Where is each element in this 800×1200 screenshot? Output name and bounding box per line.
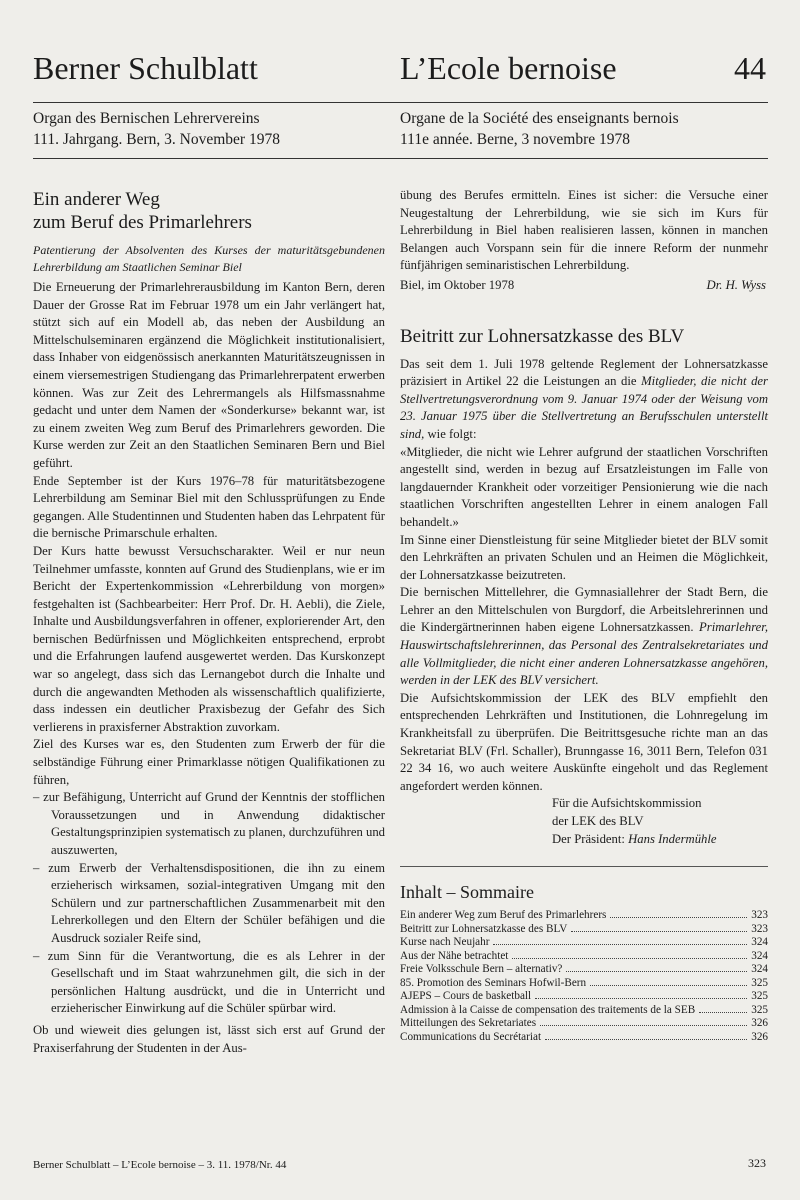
issue-number: 44 (734, 50, 766, 86)
volume-date-de: 111. Jahrgang. Bern, 3. November 1978 (33, 131, 280, 148)
org-name-de: Organ des Bernischen Lehrervereins (33, 110, 260, 127)
article1-paragraph-2: Ende September ist der Kurs 1976–78 für maturitätsbezogene Lehrerbildung am Seminar Biel mit den Schlussprüfungen zu Ende gegangen. Alle Studentinnen und Studenten haben das Lehrpatent für die bernische Primarschule erhalten. (33, 473, 385, 541)
toc-item[interactable] (400, 936, 768, 950)
article1-bullet-3: – zum Sinn für die Verantwortung, die es als Lehrer in der Gesellschaft und im Staat wahrzunehmen gilt, die sich in der persönlichen Haltung ausdrückt, und die in Unterricht und erzieherischer Einwirkung auf die Schüler spürbar wird. (33, 948, 385, 1016)
toc-leader (610, 917, 747, 918)
toc-item-page: 323 (751, 909, 768, 922)
article1-paragraph-6: übung des Berufes ermitteln. Eines ist sicher: die Versuche einer Neugestaltung der Lehrerbildung, wie sie sich im Kurs für Lehrerbildung in Biel haben realisieren lassen, können in manchen Belangen auch Vorspann sein für die innere Reform der nunmehr fünfjährigen seminaristischen Lehrerbildung. (400, 188, 768, 273)
article2-p1-text-a: Das seit dem 1. Juli 1978 geltende Reglement der Lohnersatzkasse präzisiert in Artikel 22 die Leistungen an die (400, 356, 768, 389)
article2-p4-italic: Primarlehrer, Hauswirtschaftslehrerinnen, das Personal des Zentralsekretariates und alle Vollmitglieder, die nicht einer anderen Lohnersatzkasse angehören, werden in der LEK des BLV versichert. (400, 620, 768, 688)
column-right (400, 187, 768, 1044)
toc-item[interactable] (400, 923, 768, 937)
closing-line-2: der LEK des BLV (552, 814, 644, 828)
article1-paragraph-3: Der Kurs hatte bewusst Versuchscharakter. Weil er nur neun Teilnehmer umfasste, konnten auf Grund des Studienplans, wie er im Bericht der Expertenkommission «Lehrerbildung von morgen» festgehalten ist (Sachbearbeiter: Herr Prof. Dr. H. Aebli), die Ziele, Inhalte und Ausbildungsverfahren in offener, explorierender Art, den bernischen Bedürfnissen und Möglichkeiten entsprechend, erprobt und die Erfahrungen laufend ausgewertet werden. Das Kurskonzept war so angelegt, dass sich das Lernangebot durch die Inhalte und durch die angewandten Methoden als wissenschaftlich qualifizierte, dass indessen ein deutlicher Praxisbezug der Gefahr des Sich verlierens in praxisferner Abstraktion zuvorkam. (33, 543, 385, 734)
article1-paragraph-4: Ziel des Kurses war es, den Studenten zum Erwerb der für die selbständige Führung einer Primarklasse nötigen Qualifikationen zu führen, (33, 737, 385, 787)
masthead-rule-top (33, 102, 768, 103)
masthead-org-de (33, 108, 280, 150)
toc-item[interactable] (400, 963, 768, 977)
article2-p1-text-b: wie folgt: (424, 426, 477, 441)
toc-item-page: 325 (751, 990, 768, 1003)
article2-p4-text: Die bernischen Mittellehrer, die Gymnasiallehrer der Stadt Bern, die Lehrer an den Mittelschulen von Burgdorf, die Arbeitslehrerinnen und die Kindergärtnerinnen haben eigene Lohnersatzkassen. (400, 585, 768, 635)
toc-item-page: 324 (751, 936, 768, 949)
toc-item-page: 326 (751, 1017, 768, 1030)
toc-leader (493, 944, 747, 945)
toc-item[interactable] (400, 990, 768, 1004)
masthead-rule-bottom (33, 158, 768, 159)
toc-item-title: Admission à la Caisse de compensation des traitements de la SEB (400, 1003, 696, 1016)
volume-date-fr: 111e année. Berne, 3 novembre 1978 (400, 131, 630, 148)
closing-line-1: Für die Aufsichtskommission (552, 796, 702, 811)
article2-paragraph-5: Die Aufsichtskommission der LEK des BLV empfiehlt den entsprechenden Lehrkräften und Institutionen, die Lohnregelung im Krankheitsfall zu überprüfen. Die Beitrittsgesuche richte man an das Sekretariat BLV (Frl. Schaller), Brunngasse 16, 3011 Bern, Telefon 031 22 34 16, wo auch weitere Auskünfte eingeholt und das Reglement angefordert werden können. (400, 690, 768, 793)
toc-item-page: 324 (751, 949, 768, 962)
toc-item[interactable] (400, 1017, 768, 1031)
column-left (33, 188, 385, 1057)
toc-item[interactable] (400, 1031, 768, 1045)
article2-p1-italic: Mitglieder, die nicht der Stellvertretungsverordnung vom 9. Januar 1974 oder der Weisung vom 23. Januar 1975 über die Stellvertretung an Berufsschulen unterstellt sind, (400, 374, 768, 441)
toc-item-title: 85. Promotion des Seminars Hofwil-Bern (400, 976, 587, 989)
masthead-org-fr (400, 108, 679, 150)
toc-item-title: Kurse nach Neujahr (400, 936, 490, 949)
toc-item[interactable] (400, 1004, 768, 1018)
org-name-fr: Organe de la Société des enseignants bernois (400, 110, 679, 127)
closing-line-3 (552, 831, 768, 849)
toc-item-title: Ein anderer Weg zum Beruf des Primarlehrers (400, 909, 607, 922)
toc-item-title: Mitteilungen des Sekretariates (400, 1017, 537, 1030)
article2-paragraph-2: «Mitglieder, die nicht wie Lehrer aufgrund der staatlichen Vorschriften angestellt sind, werden in bezug auf Ersatzleistungen im Falle von langdauernder Krankheit oder vorzeitiger Pensionierung wie die nach staatlichen Vorschriften angestellten Lehrer in einem analogen Fall behandelt.» (400, 444, 768, 529)
toc-item-title: Freie Volksschule Bern – alternativ? (400, 963, 563, 976)
article1-bullet-1: – zur Befähigung, Unterricht auf Grund der Kenntnis der stofflichen Voraussetzungen und in Anwendung didaktischer Gestaltungsprinzipien systematisch zu planen, durchzuführen und auszuwerten, (33, 790, 386, 857)
article2-paragraph-4 (400, 584, 768, 690)
toc-item-page: 325 (751, 1003, 768, 1016)
table-of-contents (400, 909, 768, 1044)
toc-leader (566, 971, 747, 972)
toc-item-title: AJEPS – Cours de basketball (400, 990, 532, 1003)
toc-item-title: Aus der Nähe betrachtet (400, 949, 509, 962)
toc-leader (512, 958, 747, 959)
article1-paragraph-5: Ob und wieweit dies gelungen ist, lässt sich erst auf Grund der Praxiserfahrung der Studenten in der Aus- (33, 1022, 385, 1055)
toc-leader (571, 931, 747, 932)
article2-closing (552, 795, 768, 848)
article1-paragraph-1: Die Erneuerung der Primarlehrerausbildung im Kanton Bern, deren Dauer der Grosse Rat im Februar 1978 um ein Jahr verlängert hat, stützt sich auf ein Modell ab, das neben der Ausbildung an Mittelschulseminaren ergänzend die Möglichkeit institutionalisiert, dass Inhaber von eidgenössisch anerkannten Maturitätszeugnissen in einem viersemestrigen Studiengang das Primarlehrerpatent erwerben können. Was zur Zeit des Lehrermangels als Hilfsmassnahme gedacht und unter dem Namen der «Sonderkurse» bekannt war, ist zu einem zweiten Weg zum Beruf des Primarlehrers geworden. Die Kurse werden zur Zeit an den Staatlichen Seminaren Bern und Biel geführt. (33, 280, 385, 470)
article1-place-date: Biel, im Oktober 1978 (400, 277, 515, 292)
toc-item-page: 325 (751, 976, 768, 989)
toc-leader (540, 1025, 747, 1026)
article1-title (33, 188, 385, 234)
article1-author: Dr. H. Wyss (706, 277, 766, 292)
article1-title-line1: Ein anderer Weg (33, 189, 160, 210)
page-number: 323 (748, 1156, 766, 1170)
toc-leader (699, 1012, 747, 1013)
toc-leader (545, 1039, 747, 1040)
article1-title-line2: zum Beruf des Primarlehrers (33, 212, 252, 233)
footer-citation: Berner Schulblatt – L’Ecole bernoise – 3. 11. 1978/Nr. 44 (33, 1159, 287, 1171)
toc-item-title: Beitritt zur Lohnersatzkasse des BLV (400, 922, 568, 935)
closing-signatory: Hans Indermühle (628, 831, 717, 846)
toc-item[interactable] (400, 977, 768, 991)
toc-leader (590, 985, 747, 986)
article1-signature (400, 277, 768, 295)
toc-rule (400, 866, 768, 867)
masthead-title-de: Berner Schulblatt (33, 50, 258, 86)
article1-bullet-2: – zum Erwerb der Verhaltensdispositionen, die ihn zu einem erzieherisch wirksamen, sozial-integrativen Umgang mit den Schülern und zur partnerschaftlichen Zusammenarbeit mit den Lehrerkollegen und den Eltern der Schüler befähigen und die Ausdruck sozialer Reife sind, (33, 860, 385, 945)
masthead-title-fr: L’Ecole bernoise (400, 50, 617, 86)
toc-item-page: 326 (751, 1030, 768, 1043)
toc-item[interactable] (400, 950, 768, 964)
toc-item-page: 324 (751, 963, 768, 976)
article1-subtitle: Patentierung der Absolventen des Kurses der maturitätsgebundenen Lehrerbildung am Staatlichen Seminar Biel (33, 243, 385, 274)
toc-item-page: 323 (751, 922, 768, 935)
article2-paragraph-3: Im Sinne einer Dienstleistung für seine Mitglieder bietet der BLV somit den Lehrkräften an privaten Schulen und an Heimen die Möglichkeit, der Lohnersatzkasse beizutreten. (400, 532, 768, 582)
toc-title: Inhalt – Sommaire (400, 882, 534, 903)
toc-leader (535, 998, 747, 999)
toc-item-title: Communications du Secrétariat (400, 1030, 542, 1043)
closing-role: Der Präsident: (552, 831, 629, 846)
article2-title: Beitritt zur Lohnersatzkasse des BLV (400, 325, 685, 347)
toc-item[interactable] (400, 909, 768, 923)
article2-paragraph-1 (400, 356, 768, 444)
